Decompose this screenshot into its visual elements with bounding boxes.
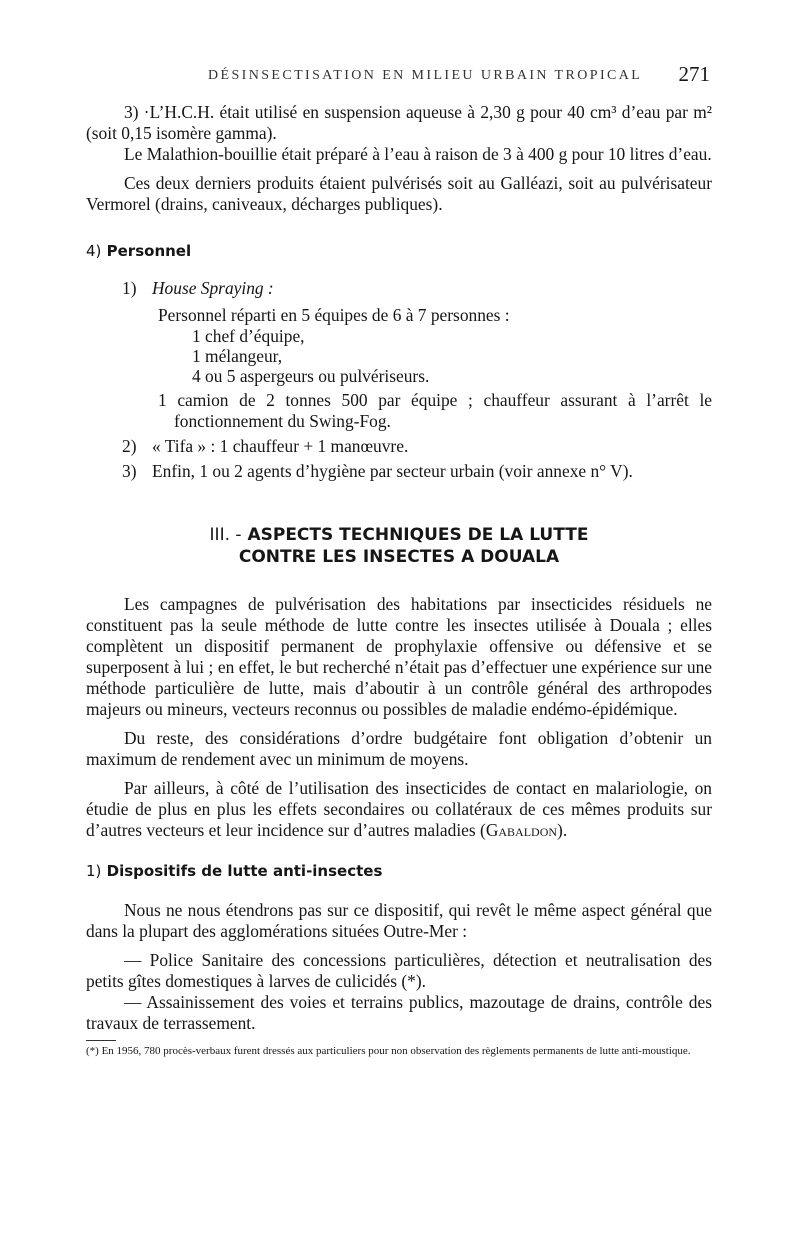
paragraph-police: — Police Sanitaire des concessions particulières, détection et neutralisation des petits gîtes domestiques à larves de culicidés (*). bbox=[86, 950, 712, 991]
role-melangeur: 1 mélangeur, bbox=[192, 346, 283, 366]
camion-text: 1 camion de 2 tonnes 500 par équipe ; chauffeur assurant à l’arrêt le fonctionnement du Swing-Fog. bbox=[158, 390, 712, 431]
paragraph-budget: Du reste, des considérations d’ordre budgétaire font obligation d’obtenir un maximum de rendement avec un minimum de moyens. bbox=[86, 728, 712, 769]
subsection-heading-dispositifs bbox=[86, 861, 712, 882]
paragraph-dispositif: Nous ne nous étendrons pas sur ce dispositif, qui revêt le même aspect général que dans la plupart des agglomérations situées Outre-Mer : bbox=[86, 900, 712, 941]
item-number: 1) bbox=[122, 278, 137, 298]
role-aspergeurs: 4 ou 5 aspergeurs ou pulvériseurs. bbox=[192, 366, 430, 386]
paragraph-pulverisation: Ces deux derniers produits étaient pulvérisés soit au Galléazi, soit au pulvérisateur Vermorel (drains, caniveaux, décharges publiques). bbox=[86, 173, 712, 214]
list-item bbox=[86, 461, 712, 482]
paragraph-hch: 3) ·L’H.C.H. était utilisé en suspension aqueuse à 2,30 g pour 40 cm³ d’eau par m² (soit 0,15 isomère gamma). bbox=[86, 102, 712, 143]
page-header bbox=[200, 62, 710, 90]
item-number: 2) bbox=[122, 436, 137, 456]
author-name: Gabaldon bbox=[485, 820, 558, 840]
page-number: 271 bbox=[678, 62, 710, 86]
footnote-divider bbox=[86, 1040, 116, 1041]
list-item bbox=[86, 278, 712, 299]
personnel-list bbox=[86, 278, 712, 482]
paragraph-assainissement: — Assainissement des voies et terrains publics, mazoutage de drains, contrôle des travaux de terrassement. bbox=[86, 992, 712, 1033]
page-body bbox=[86, 102, 712, 1058]
list-item bbox=[86, 436, 712, 457]
chapter-title-line1: III. - ASPECTS TECHNIQUES DE LA LUTTE bbox=[209, 525, 589, 545]
subsection-title: Dispositifs de lutte anti-insectes bbox=[106, 862, 383, 880]
item-number: 3) bbox=[122, 461, 137, 481]
chapter-title bbox=[86, 524, 712, 568]
subsection-number: 1) bbox=[86, 862, 102, 880]
paragraph-malathion: Le Malathion-bouillie était préparé à l’eau à raison de 3 à 400 g pour 10 litres d’eau. bbox=[124, 144, 712, 164]
role-chef: 1 chef d’équipe, bbox=[192, 326, 305, 346]
paragraph-malariologie: Par ailleurs, à côté de l’utilisation des insecticides de contact en malariologie, on étudie de plus en plus les effets secondaires ou collatéraux de ces mêmes produits sur d’autres vecteurs et leur incidence sur d’autres maladies (Gabaldon). bbox=[86, 778, 712, 840]
running-title: DÉSINSECTISATION EN MILIEU URBAIN TROPICAL bbox=[208, 68, 643, 83]
section-heading-personnel bbox=[86, 241, 712, 262]
section-title: Personnel bbox=[106, 242, 192, 260]
team-composition: Personnel réparti en 5 équipes de 6 à 7 personnes : bbox=[158, 305, 510, 325]
section-number: 4) bbox=[86, 242, 102, 260]
chapter-title-line2: CONTRE LES INSECTES A DOUALA bbox=[238, 547, 560, 567]
footnote: (*) En 1956, 780 procès-verbaux furent dressés aux particuliers pour non observation des règlements permanents de lutte anti-moustique. bbox=[86, 1045, 691, 1057]
item-title: House Spraying : bbox=[152, 278, 274, 298]
item-text: Enfin, 1 ou 2 agents d’hygiène par secteur urbain (voir annexe n° V). bbox=[152, 461, 633, 481]
item-text: « Tifa » : 1 chauffeur + 1 manœuvre. bbox=[152, 436, 409, 456]
paragraph-campagnes: Les campagnes de pulvérisation des habitations par insecticides résiduels ne constituent pas la seule méthode de lutte contre les insectes utilisée à Douala ; elles complètent un dispositif permanent de prophylaxie offensive ou défensive et se superposent à lui ; en effet, le but recherché n’était pas d’effectuer une expérience sur une méthode particulière de lutte, mais d’aboutir à un contrôle général des arthropodes majeurs ou mineurs, vecteurs reconnus ou possibles de maladie endémo-épidémique. bbox=[86, 594, 712, 719]
chapter-roman: III. - bbox=[209, 525, 242, 545]
